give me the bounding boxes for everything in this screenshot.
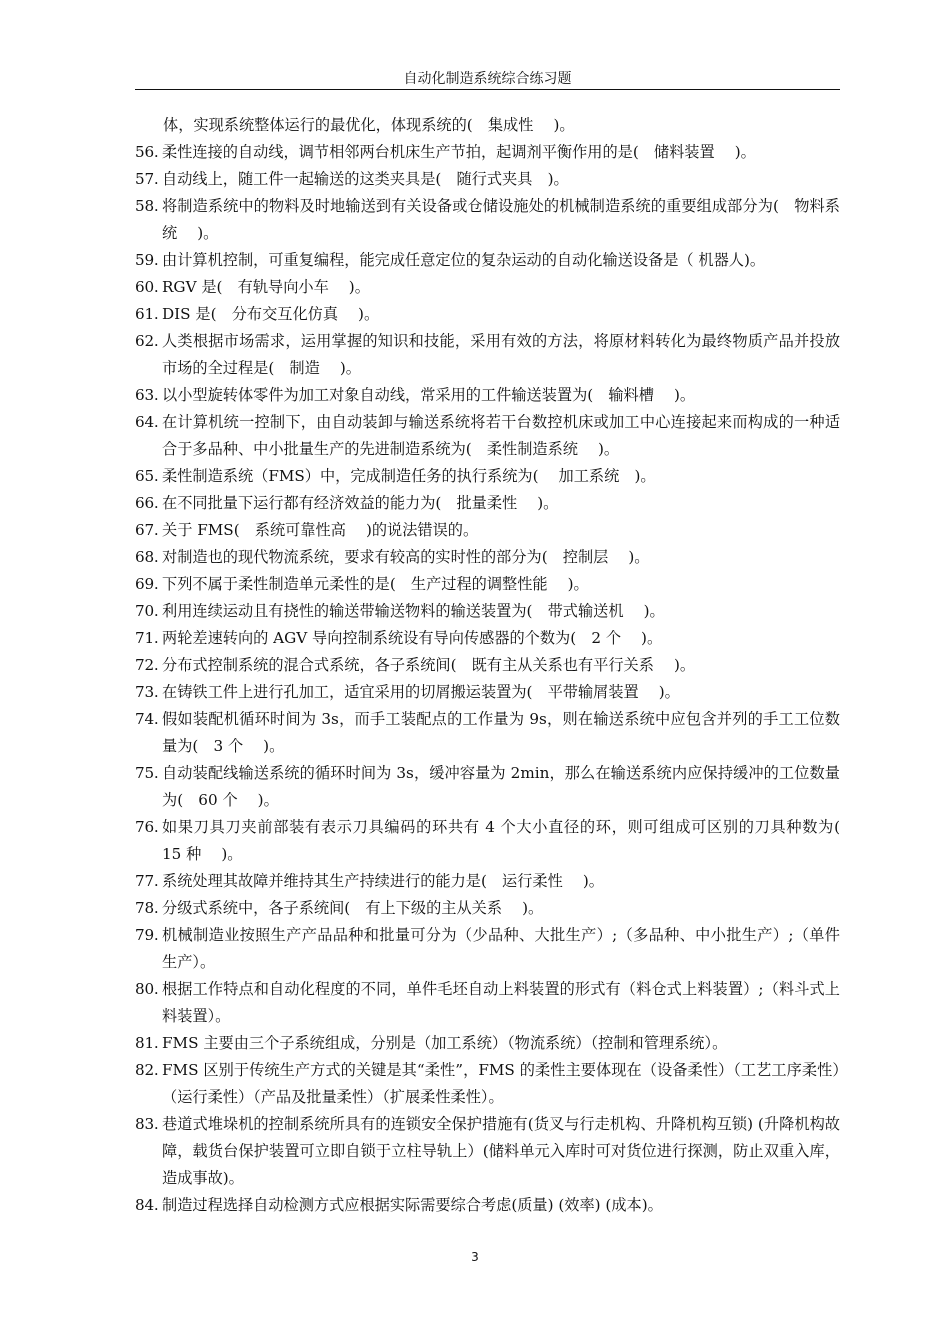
question-number: 72.	[135, 656, 159, 674]
question-item	[135, 706, 840, 760]
header-divider	[135, 89, 840, 90]
question-text: 假如装配机循环时间为 3s，而手工装配点的工作量为 9s，则在输送系统中应包含并列的手工工位数量为( 3 个 )。	[162, 710, 840, 755]
question-item	[135, 139, 840, 166]
question-number: 57.	[135, 170, 159, 188]
question-item	[135, 922, 840, 976]
question-item	[135, 679, 840, 706]
question-number: 70.	[135, 602, 159, 620]
question-text: 在不同批量下运行都有经济效益的能力为( 批量柔性 )。	[162, 494, 559, 512]
question-item	[135, 409, 840, 463]
question-text: 在计算机统一控制下，由自动装卸与输送系统将若干台数控机床或加工中心连接起来而构成的一种适合于多品种、中小批量生产的先进制造系统为( 柔性制造系统 )。	[162, 413, 840, 458]
question-number: 64.	[135, 413, 159, 431]
question-number: 71.	[135, 629, 159, 647]
question-text: 在铸铁工件上进行孔加工，适宜采用的切屑搬运装置为( 平带输屑装置 )。	[162, 683, 680, 701]
question-number: 69.	[135, 575, 159, 593]
question-item	[135, 274, 840, 301]
question-number: 83.	[135, 1115, 159, 1133]
question-item	[135, 166, 840, 193]
question-number: 61.	[135, 305, 159, 323]
question-item	[135, 598, 840, 625]
question-text: 将制造系统中的物料及时地输送到有关设备或仓储设施处的机械制造系统的重要组成部分为( 物料系统 )。	[162, 197, 840, 242]
question-item	[135, 193, 840, 247]
question-text: 两轮差速转向的 AGV 导向控制系统设有导向传感器的个数为( 2 个 )。	[162, 629, 663, 647]
question-text: FMS 主要由三个子系统组成，分别是（加工系统）（物流系统）（控制和管理系统）。	[162, 1034, 728, 1052]
question-item	[135, 382, 840, 409]
question-number: 66.	[135, 494, 159, 512]
question-item	[135, 895, 840, 922]
page-number: 3	[471, 1250, 479, 1264]
question-number: 77.	[135, 872, 159, 890]
question-text: 以小型旋转体零件为加工对象自动线，常采用的工件输送装置为( 输料槽 )。	[162, 386, 696, 404]
question-number: 82.	[135, 1061, 159, 1079]
question-item	[135, 544, 840, 571]
question-item	[135, 517, 840, 544]
question-text: 下列不属于柔性制造单元柔性的是( 生产过程的调整性能 )。	[162, 575, 589, 593]
question-number: 68.	[135, 548, 159, 566]
page-header-title: 自动化制造系统综合练习题	[403, 71, 572, 87]
question-text: 由计算机控制，可重复编程，能完成任意定位的复杂运动的自动化输送设备是（ 机器人)。	[162, 251, 766, 269]
question-number: 73.	[135, 683, 159, 701]
question-item	[135, 1030, 840, 1057]
question-item	[135, 1057, 840, 1111]
question-number: 76.	[135, 818, 159, 836]
question-item	[135, 652, 840, 679]
question-number: 62.	[135, 332, 159, 350]
question-number: 56.	[135, 143, 159, 161]
question-number: 78.	[135, 899, 159, 917]
question-number: 59.	[135, 251, 159, 269]
question-text: RGV 是( 有轨导向小车 )。	[162, 278, 370, 296]
question-text: 柔性制造系统（FMS）中，完成制造任务的执行系统为( 加工系统 )。	[162, 467, 656, 485]
question-text: 系统处理其故障并维持其生产持续进行的能力是( 运行柔性 )。	[162, 872, 604, 890]
question-number: 80.	[135, 980, 159, 998]
question-text: 机械制造业按照生产产品品种和批量可分为（少品种、大批生产）;（多品种、中小批生产）;（单件生产）。	[162, 926, 840, 971]
question-text: 人类根据市场需求，运用掌握的知识和技能，采用有效的方法，将原材料转化为最终物质产品并投放市场的全过程是( 制造 )。	[162, 332, 840, 377]
question-text: 对制造也的现代物流系统，要求有较高的实时性的部分为( 控制层 )。	[162, 548, 650, 566]
question-text: 根据工作特点和自动化程度的不同，单件毛坯自动上料装置的形式有（料仓式上料装置）;（料斗式上料装置）。	[162, 980, 840, 1025]
question-text: 巷道式堆垛机的控制系统所具有的连锁安全保护措施有(货叉与行走机构、升降机构互锁) (升降机构故障，载货台保护装置可立即自锁于立柱导轨上）(储料单元入库时可对货位进行探测，防止双重入库，造成事故)。	[162, 1115, 840, 1187]
question-text: 自动线上，随工件一起输送的这类夹具是( 随行式夹具 )。	[162, 170, 569, 188]
question-item	[135, 1192, 840, 1219]
question-text: 分级式系统中，各子系统间( 有上下级的主从关系 )。	[162, 899, 544, 917]
question-text: 如果刀具刀夹前部装有表示刀具编码的环共有 4 个大小直径的环，则可组成可区别的刀具种数为( 15 种 )。	[162, 818, 856, 863]
question-text: 分布式控制系统的混合式系统，各子系统间( 既有主从关系也有平行关系 )。	[162, 656, 696, 674]
question-text: FMS 区别于传统生产方式的关键是其“柔性”，FMS 的柔性主要体现在（设备柔性）（工艺工序柔性）（运行柔性）（产品及批量柔性）（扩展柔性柔性）。	[162, 1061, 840, 1106]
question-text: 利用连续运动且有挠性的输送带输送物料的输送装置为( 带式输送机 )。	[162, 602, 665, 620]
question-text: 柔性连接的自动线，调节相邻两台机床生产节拍，起调剂平衡作用的是( 储料装置 )。	[162, 143, 756, 161]
question-item	[135, 976, 840, 1030]
question-item	[135, 301, 840, 328]
question-text: 制造过程选择自动检测方式应根据实际需要综合考虑(质量) (效率) (成本)。	[162, 1196, 663, 1214]
question-number: 58.	[135, 197, 159, 215]
question-number: 81.	[135, 1034, 159, 1052]
question-item	[135, 814, 856, 868]
question-text: 关于 FMS( 系统可靠性高 )的说法错误的。	[162, 521, 479, 539]
question-text: DIS 是( 分布交互化仿真 )。	[162, 305, 380, 323]
continuation-line: 体，实现系统整体运行的最优化，体现系统的( 集成性 )。	[163, 116, 575, 134]
question-number: 60.	[135, 278, 159, 296]
question-number: 84.	[135, 1196, 159, 1214]
question-number: 79.	[135, 926, 159, 944]
question-item	[135, 760, 840, 814]
question-number: 67.	[135, 521, 159, 539]
question-items	[135, 139, 856, 1219]
question-item	[135, 490, 840, 517]
question-item	[135, 1111, 840, 1192]
question-number: 74.	[135, 710, 159, 728]
question-number: 65.	[135, 467, 159, 485]
question-item	[135, 463, 840, 490]
question-number: 75.	[135, 764, 159, 782]
question-number: 63.	[135, 386, 159, 404]
question-list	[135, 112, 856, 1219]
question-item	[135, 868, 840, 895]
question-item	[135, 625, 840, 652]
question-item	[135, 571, 840, 598]
question-item	[135, 328, 840, 382]
question-item	[135, 247, 840, 274]
question-text: 自动装配线输送系统的循环时间为 3s，缓冲容量为 2min，那么在输送系统内应保持缓冲的工位数量为( 60 个 )。	[162, 764, 840, 809]
